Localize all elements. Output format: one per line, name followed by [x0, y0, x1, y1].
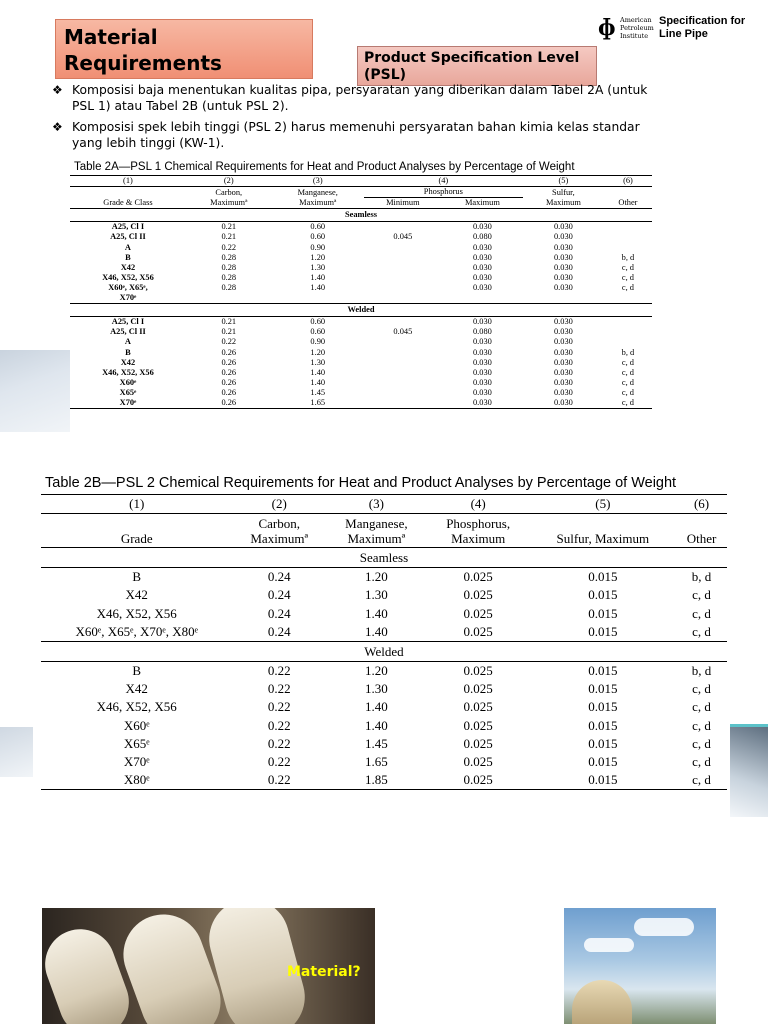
top-slide [0, 0, 768, 432]
value-cell: 0.28 [221, 252, 237, 262]
value-cell [272, 293, 364, 304]
header-other: Other [686, 531, 717, 547]
value-cell: b, d [691, 663, 712, 679]
table-row [41, 662, 727, 681]
value-cell: 0.22 [267, 699, 291, 715]
table-row [70, 273, 652, 283]
value-cell: 0.22 [221, 337, 237, 347]
api-spec-line2: Line Pipe [659, 28, 708, 40]
table-row [41, 623, 727, 642]
table-row [41, 771, 727, 790]
value-cell [364, 378, 442, 388]
value-cell [364, 273, 442, 283]
col-number: (4) [438, 176, 449, 185]
header-p-min: Minimum [386, 198, 420, 208]
value-cell: 0.030 [472, 387, 492, 397]
table-row [41, 717, 727, 735]
value-cell: 0.24 [267, 605, 291, 621]
grade-cell: X65ᵉ [119, 387, 137, 397]
section-welded [70, 304, 652, 317]
value-cell: 0.025 [463, 587, 493, 603]
value-cell: 0.015 [588, 623, 618, 639]
value-cell: 0.015 [588, 754, 618, 770]
value-cell: 0.26 [221, 357, 237, 367]
header-carbon: Carbon, Maximumª [210, 188, 248, 208]
value-cell: 1.20 [310, 252, 326, 262]
grade-cell: B [125, 347, 131, 357]
value-cell [364, 283, 442, 293]
col-number: (5) [595, 496, 611, 511]
value-cell: c, d [692, 699, 711, 715]
value-cell: 1.85 [364, 772, 388, 788]
header-p-max: Maximum [464, 198, 500, 208]
pipe-stack-photo [42, 908, 375, 1024]
value-cell: 0.90 [310, 242, 326, 252]
value-cell: 0.015 [588, 605, 618, 621]
value-cell: 0.26 [221, 367, 237, 377]
value-cell: 0.24 [267, 569, 291, 585]
header-sulfur: Sulfur, Maximum [545, 188, 581, 208]
value-cell: 0.60 [310, 317, 326, 327]
value-cell [604, 232, 652, 242]
grade-cell: X65ᵉ [123, 735, 150, 751]
value-cell: 0.030 [472, 222, 492, 232]
decorative-line [730, 724, 768, 727]
value-cell [364, 263, 442, 273]
value-cell: 0.015 [588, 717, 618, 733]
grade-cell: A [124, 337, 131, 347]
value-cell: c, d [692, 717, 711, 733]
table-row [41, 735, 727, 753]
section-welded [41, 642, 727, 662]
table-row [70, 337, 652, 347]
bullet-item [52, 83, 672, 114]
table-row [41, 698, 727, 716]
value-cell: 0.030 [472, 252, 492, 262]
table-2a-col-numbers [70, 176, 652, 187]
value-cell: 0.025 [463, 735, 493, 751]
value-cell: 0.080 [472, 327, 492, 337]
value-cell [604, 222, 652, 233]
value-cell: 0.030 [553, 262, 573, 272]
value-cell: 0.045 [393, 232, 413, 242]
table-2b-caption: Table 2B—PSL 2 Chemical Requirements for Heat and Product Analyses by Percentage of Weight [45, 475, 677, 491]
col-number: (6) [693, 496, 710, 511]
grade-cell: X60ᵉ [123, 717, 150, 733]
value-cell: 0.025 [463, 681, 493, 697]
table-row [70, 222, 652, 233]
api-logo [596, 14, 768, 46]
value-cell: 1.30 [364, 587, 388, 603]
table-row [41, 568, 727, 587]
value-cell [604, 243, 652, 253]
value-cell: 0.26 [221, 397, 237, 407]
value-cell: 0.22 [267, 717, 291, 733]
col-number: (5) [558, 176, 569, 185]
table-row [41, 753, 727, 771]
value-cell: 0.22 [267, 681, 291, 697]
table-row [70, 283, 652, 293]
section-seamless [41, 548, 727, 568]
grade-cell: X60ᵉ, X65ᵉ, X70ᵉ, X80ᵉ [75, 623, 198, 639]
value-cell: 0.60 [310, 327, 326, 337]
api-mark-icon: ɸ [598, 15, 616, 41]
value-cell: 0.21 [221, 232, 237, 242]
value-cell: 0.025 [463, 605, 493, 621]
value-cell: 0.030 [553, 357, 573, 367]
value-cell: 1.40 [310, 367, 326, 377]
value-cell: 0.26 [221, 377, 237, 387]
table-row [70, 263, 652, 273]
table-row [70, 232, 652, 242]
value-cell: c, d [621, 282, 634, 292]
value-cell: 0.030 [553, 222, 573, 232]
value-cell: 0.22 [221, 242, 237, 252]
api-spec-title [659, 15, 767, 41]
value-cell: 0.21 [221, 317, 237, 327]
value-cell: 1.30 [310, 262, 326, 272]
value-cell: 0.025 [463, 663, 493, 679]
value-cell: c, d [621, 397, 634, 407]
value-cell [604, 327, 652, 337]
value-cell: 0.22 [267, 772, 291, 788]
col-number: (6) [623, 176, 633, 185]
value-cell: 0.26 [221, 387, 237, 397]
value-cell [604, 337, 652, 347]
value-cell: 0.030 [553, 337, 573, 347]
value-cell: 0.030 [472, 347, 492, 357]
value-cell: 1.40 [364, 623, 388, 639]
value-cell: 0.015 [588, 663, 618, 679]
grade-cell: X70ᵉ [123, 754, 150, 770]
value-cell: c, d [621, 357, 634, 367]
table-row [70, 368, 652, 378]
api-institute-line1: American [620, 16, 652, 24]
value-cell: c, d [621, 262, 634, 272]
value-cell: 0.015 [588, 569, 618, 585]
table-row [70, 327, 652, 337]
api-institute-name [620, 16, 660, 40]
value-cell: 0.030 [472, 367, 492, 377]
value-cell [364, 368, 442, 378]
value-cell: c, d [692, 623, 711, 639]
value-cell: 0.22 [267, 735, 291, 751]
value-cell: 1.65 [364, 754, 388, 770]
grade-cell: B [132, 569, 142, 585]
value-cell: 0.030 [553, 327, 573, 337]
value-cell: 0.030 [553, 252, 573, 262]
value-cell: 0.28 [221, 282, 237, 292]
header-carbon: Carbon, Maximumª [250, 516, 309, 547]
grade-cell: X42 [125, 587, 148, 603]
value-cell: 0.28 [221, 262, 237, 272]
col-number: (2) [223, 176, 234, 185]
value-cell: b, d [691, 569, 712, 585]
bullet-item [52, 120, 672, 151]
value-cell: 0.025 [463, 699, 493, 715]
value-cell: 0.60 [310, 222, 326, 232]
value-cell: 0.24 [267, 623, 291, 639]
col-number: (3) [312, 176, 323, 185]
value-cell: b, d [621, 252, 635, 262]
value-cell: 0.025 [463, 772, 493, 788]
header-sulfur: Sulfur, Maximum [556, 531, 650, 547]
grade-cell: X46, X52, X56 [102, 367, 154, 377]
value-cell: 1.40 [364, 605, 388, 621]
value-cell: 0.22 [267, 754, 291, 770]
table-row [70, 348, 652, 358]
header-manganese: Manganese, Maximumª [297, 188, 338, 208]
value-cell: 0.030 [553, 232, 573, 242]
header-manganese: Manganese, Maximumª [345, 516, 408, 547]
value-cell: 0.030 [553, 377, 573, 387]
bottom-slide [0, 432, 768, 1024]
value-cell: 1.20 [310, 347, 326, 357]
value-cell: 0.030 [472, 357, 492, 367]
value-cell [364, 317, 442, 328]
value-cell: 0.60 [310, 232, 326, 242]
table-2a-header-row [70, 187, 652, 198]
value-cell: 0.030 [472, 242, 492, 252]
value-cell: 0.26 [221, 347, 237, 357]
api-spec-line1: Specification for [659, 15, 746, 27]
value-cell: 0.030 [472, 337, 492, 347]
value-cell [364, 358, 442, 368]
value-cell: 0.025 [463, 717, 493, 733]
grade-cell: A [124, 242, 131, 252]
value-cell: c, d [692, 681, 711, 697]
value-cell: 0.015 [588, 772, 618, 788]
value-cell: 1.65 [310, 397, 326, 407]
value-cell: 0.90 [310, 337, 326, 347]
header-phosphorus: Phosphorus [364, 187, 523, 198]
grade-cell: X70ᵉ [119, 397, 137, 407]
value-cell: b, d [621, 347, 635, 357]
grade-cell: X70ᵉ [119, 293, 137, 303]
grade-cell: A25, Cl II [110, 327, 146, 337]
table-2b [33, 472, 730, 832]
psl-label-line2: (PSL) [364, 67, 407, 83]
psl-label-box [357, 46, 597, 86]
api-institute-line3: Institute [620, 32, 649, 40]
value-cell: 1.20 [364, 569, 388, 585]
value-cell: 0.025 [463, 623, 493, 639]
grade-cell: A25, Cl II [110, 232, 146, 242]
value-cell: c, d [621, 387, 634, 397]
table-2b-body [41, 548, 727, 790]
value-cell [364, 293, 442, 304]
header-phosphorus: Phosphorus, Maximum [446, 516, 511, 547]
value-cell: 1.30 [310, 357, 326, 367]
value-cell: c, d [621, 367, 634, 377]
table-2a [70, 160, 652, 432]
value-cell: 0.015 [588, 735, 618, 751]
value-cell: 1.40 [364, 717, 388, 733]
value-cell [364, 253, 442, 263]
value-cell: 1.20 [364, 663, 388, 679]
table-2a-body [70, 209, 652, 409]
col-number: (3) [368, 496, 384, 511]
table-row [70, 317, 652, 328]
value-cell: 0.030 [553, 397, 573, 407]
value-cell: 0.015 [588, 681, 618, 697]
grade-cell: A25, Cl I [111, 222, 145, 232]
value-cell: 1.40 [310, 282, 326, 292]
table-row [41, 680, 727, 698]
value-cell: 0.015 [588, 587, 618, 603]
value-cell: 1.40 [364, 699, 388, 715]
value-cell: 0.28 [221, 272, 237, 282]
grade-cell: B [125, 252, 131, 262]
value-cell: 0.030 [553, 317, 573, 327]
grade-cell: X46, X52, X56 [96, 699, 177, 715]
table-2a-grid [70, 175, 652, 409]
value-cell: 0.045 [393, 327, 413, 337]
header-other: Other [618, 198, 638, 208]
table-row [41, 605, 727, 623]
value-cell: c, d [692, 735, 711, 751]
section-seamless-label: Seamless [359, 550, 409, 566]
slide-title [55, 19, 313, 79]
value-cell [364, 243, 442, 253]
value-cell: 0.21 [221, 327, 237, 337]
value-cell: 0.030 [553, 347, 573, 357]
table-row [70, 388, 652, 398]
section-seamless-label: Seamless [344, 210, 378, 220]
table-row [70, 243, 652, 253]
diamond-bullet-icon: ❖ [52, 120, 63, 134]
table-2b-col-numbers [41, 495, 727, 514]
value-cell: 0.030 [553, 387, 573, 397]
table-2b-grid [41, 494, 727, 790]
value-cell [364, 388, 442, 398]
table-row [41, 586, 727, 604]
section-welded-label: Welded [347, 305, 375, 315]
value-cell: 0.22 [267, 663, 291, 679]
grade-cell: X60ᵉ, X65ᵉ, [108, 282, 148, 292]
value-cell: 0.24 [267, 587, 291, 603]
bullet-text: Komposisi baja menentukan kualitas pipa, persyaratan yang diberikan dalam Tabel 2A (untuk PSL 1) atau Tabel 2B (untuk PSL 2). [72, 83, 648, 113]
pipeline-sky-photo [564, 908, 716, 1024]
value-cell: c, d [692, 754, 711, 770]
grade-cell: X46, X52, X56 [96, 605, 177, 621]
header-grade: Grade [120, 531, 153, 547]
value-cell: 0.080 [472, 232, 492, 242]
value-cell: 0.025 [463, 569, 493, 585]
grade-cell: X42 [125, 681, 148, 697]
grade-cell: X42 [120, 262, 136, 272]
value-cell: c, d [692, 605, 711, 621]
decorative-wave [0, 350, 80, 432]
diamond-bullet-icon: ❖ [52, 83, 63, 97]
value-cell: 0.030 [553, 282, 573, 292]
value-cell: 0.015 [588, 699, 618, 715]
table-row [70, 293, 652, 304]
value-cell: 1.45 [310, 387, 326, 397]
col-number: (2) [271, 496, 287, 511]
grade-cell: X80ᵉ [123, 772, 150, 788]
value-cell [442, 293, 523, 304]
value-cell [364, 222, 442, 233]
grade-cell: X60ᵉ [119, 377, 137, 387]
value-cell: 1.40 [310, 272, 326, 282]
table-2b-header-row [41, 514, 727, 548]
value-cell: 0.21 [221, 222, 237, 232]
table-row [70, 253, 652, 263]
value-cell: 0.030 [553, 272, 573, 282]
api-institute-line2: Petroleum [620, 24, 654, 32]
grade-cell: X42 [120, 357, 136, 367]
value-cell: 0.030 [553, 367, 573, 377]
grade-cell: B [132, 663, 142, 679]
section-welded-label: Welded [364, 644, 404, 660]
header-grade: Grade & Class [103, 198, 153, 208]
value-cell: 0.030 [472, 397, 492, 407]
value-cell: c, d [692, 772, 711, 788]
value-cell: 0.030 [472, 377, 492, 387]
table-row [70, 398, 652, 409]
value-cell [364, 398, 442, 409]
value-cell: 0.025 [463, 754, 493, 770]
value-cell: 1.40 [310, 377, 326, 387]
value-cell: 0.030 [472, 282, 492, 292]
value-cell [523, 293, 604, 304]
value-cell: 0.030 [472, 272, 492, 282]
value-cell [604, 293, 652, 304]
bullet-text: Komposisi spek lebih tinggi (PSL 2) harus memenuhi persyaratan bahan kimia kelas standar yang lebih tinggi (KW-1). [72, 120, 640, 150]
value-cell: 0.030 [553, 242, 573, 252]
section-seamless [70, 209, 652, 222]
value-cell: 1.45 [364, 735, 388, 751]
value-cell: 1.30 [364, 681, 388, 697]
table-2a-caption: Table 2A—PSL 1 Chemical Requirements for Heat and Product Analyses by Percentage of Weight [74, 161, 575, 173]
grade-cell: X46, X52, X56 [102, 272, 154, 282]
col-number: (1) [129, 496, 145, 511]
slide-title-line2: Requirements [64, 51, 222, 75]
value-cell [364, 348, 442, 358]
col-number: (1) [123, 176, 133, 185]
value-cell [186, 293, 272, 304]
bullet-list [52, 83, 672, 157]
value-cell: c, d [621, 272, 634, 282]
psl-label-line1: Product Specification Level [364, 50, 580, 66]
slide-title-line1: Material [64, 25, 158, 49]
value-cell: 0.030 [472, 317, 492, 327]
value-cell: 0.030 [472, 262, 492, 272]
table-row [70, 358, 652, 368]
photo-caption: Material? [287, 964, 361, 980]
col-number: (4) [470, 496, 486, 511]
value-cell: c, d [692, 587, 711, 603]
decorative-wave [728, 727, 768, 817]
table-row [70, 378, 652, 388]
grade-cell: A25, Cl I [111, 317, 145, 327]
value-cell [604, 317, 652, 328]
value-cell: c, d [621, 377, 634, 387]
value-cell [364, 337, 442, 347]
